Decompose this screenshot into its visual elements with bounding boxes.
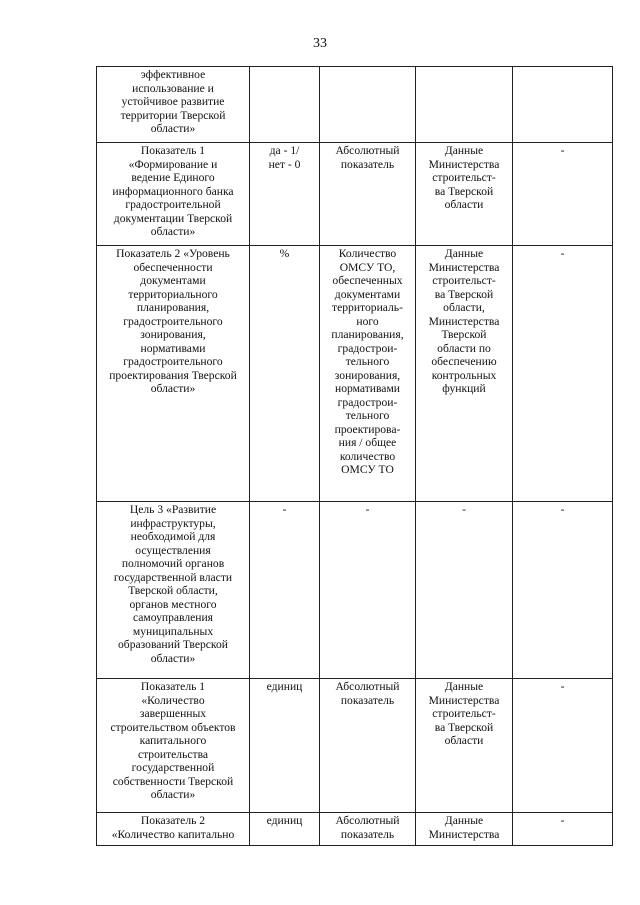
method-cell xyxy=(320,679,416,813)
source-cell xyxy=(416,246,513,502)
cell-text: - xyxy=(560,247,565,260)
method-cell xyxy=(320,246,416,502)
cell-text: Абсолютный показатель xyxy=(335,680,400,707)
cell-text: да - 1/ нет - 0 xyxy=(268,144,301,171)
unit-cell xyxy=(250,679,320,813)
indicator-text-cell xyxy=(97,813,250,846)
cell-text: - xyxy=(560,814,565,827)
unit-cell xyxy=(250,246,320,502)
source-cell xyxy=(416,679,513,813)
cell-text: Абсолютный показатель xyxy=(335,814,400,841)
unit-cell xyxy=(250,143,320,246)
cell-text: Количество ОМСУ ТО, обеспеченных документами территориаль- ного планирования, градострои- тельного зонирования, нормативами градострои- тельного проектирова- ния / общее количество ОМСУ ТО xyxy=(331,247,404,476)
cell-text: эффективное использование и устойчивое развитие территории Тверской области» xyxy=(120,68,226,135)
unit-cell xyxy=(250,813,320,846)
cell-text: Абсолютный показатель xyxy=(335,144,400,171)
indicators-table xyxy=(96,66,613,846)
unit-cell xyxy=(250,67,320,143)
source-cell xyxy=(416,813,513,846)
cell-text: - xyxy=(282,503,287,516)
table-row xyxy=(97,246,613,502)
cell-text: - xyxy=(560,144,565,157)
cell-text: единиц xyxy=(266,680,303,693)
cell-text: Показатель 1 «Количество завершенных строительством объектов капитального строительства государственной собственности Тверской области» xyxy=(110,680,236,801)
goal-text-cell xyxy=(97,67,250,143)
cell-text: - xyxy=(462,503,466,516)
page-number: 33 xyxy=(313,36,327,51)
note-cell xyxy=(513,679,613,813)
cell-text: Данные Министерства xyxy=(428,814,500,841)
method-cell xyxy=(320,143,416,246)
method-cell xyxy=(320,813,416,846)
cell-text: Данные Министерства строительст- ва Тверской области xyxy=(428,680,500,747)
indicator-text-cell xyxy=(97,143,250,246)
note-cell xyxy=(513,502,613,679)
cell-text: Показатель 2 «Уровень обеспеченности документами территориального планирования, градостроительного зонирования, нормативами градостроительного проектирования Тверской области» xyxy=(109,247,237,395)
note-cell xyxy=(513,813,613,846)
cell-text: - xyxy=(365,503,370,516)
table-row xyxy=(97,67,613,143)
method-cell xyxy=(320,502,416,679)
note-cell xyxy=(513,143,613,246)
goal-text-cell xyxy=(97,502,250,679)
table-row xyxy=(97,813,613,846)
indicator-text-cell xyxy=(97,679,250,813)
note-cell xyxy=(513,246,613,502)
cell-text: Данные Министерства строительст- ва Тверской области xyxy=(428,144,500,211)
table-row xyxy=(97,679,613,813)
cell-text: Цель 3 «Развитие инфраструктуры, необходимой для осуществления полномочий органов государственной власти Тверской области, органов местного самоуправления муниципальных образований Тверской области» xyxy=(113,503,233,665)
source-cell xyxy=(416,67,513,143)
indicator-text-cell xyxy=(97,246,250,502)
table-row xyxy=(97,143,613,246)
cell-text: единиц xyxy=(266,814,303,827)
cell-text: Данные Министерства строительст- ва Тверской области, Министерства Тверской области по обеспечению контрольных функций xyxy=(428,247,500,395)
source-cell xyxy=(416,502,513,679)
cell-text: % xyxy=(279,247,290,260)
cell-text: Показатель 1 «Формирование и ведение Единого информационного банка градостроительной документации Тверской области» xyxy=(112,144,234,238)
note-cell xyxy=(513,67,613,143)
cell-text: - xyxy=(560,680,565,693)
method-cell xyxy=(320,67,416,143)
table-row xyxy=(97,502,613,679)
cell-text: Показатель 2 «Количество капитально xyxy=(111,814,235,841)
unit-cell xyxy=(250,502,320,679)
cell-text: - xyxy=(560,503,565,516)
source-cell xyxy=(416,143,513,246)
